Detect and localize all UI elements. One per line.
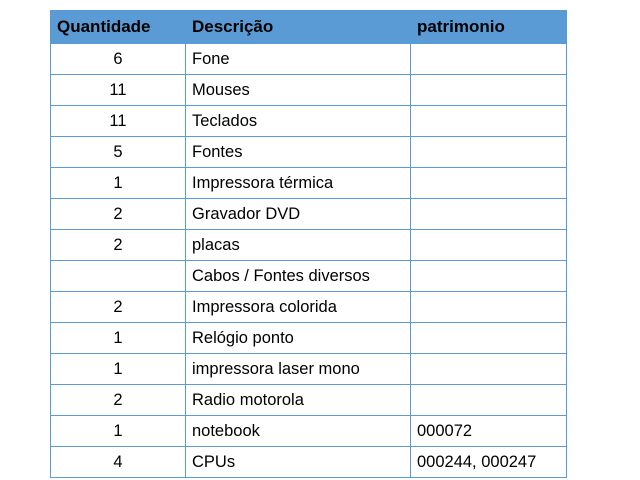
table-row — [51, 261, 567, 292]
table-row — [51, 292, 567, 323]
cell-quantity: 2 — [51, 199, 186, 230]
cell-patrimony — [411, 168, 567, 199]
cell-quantity — [51, 261, 186, 292]
cell-description: Mouses — [186, 75, 411, 106]
cell-description: Fontes — [186, 137, 411, 168]
cell-quantity: 11 — [51, 75, 186, 106]
inventory-table — [50, 10, 567, 478]
cell-patrimony — [411, 292, 567, 323]
column-header-patrimony: patrimonio — [411, 11, 567, 44]
cell-description: Teclados — [186, 106, 411, 137]
column-header-description: Descrição — [186, 11, 411, 44]
cell-quantity: 2 — [51, 230, 186, 261]
cell-quantity: 2 — [51, 385, 186, 416]
table-row — [51, 416, 567, 447]
table-row — [51, 106, 567, 137]
table-row — [51, 447, 567, 478]
cell-patrimony — [411, 75, 567, 106]
cell-quantity: 4 — [51, 447, 186, 478]
cell-patrimony — [411, 261, 567, 292]
cell-patrimony — [411, 385, 567, 416]
cell-quantity: 6 — [51, 44, 186, 75]
cell-quantity: 11 — [51, 106, 186, 137]
cell-quantity: 1 — [51, 323, 186, 354]
table-row — [51, 230, 567, 261]
cell-patrimony — [411, 354, 567, 385]
table-row — [51, 385, 567, 416]
cell-patrimony — [411, 230, 567, 261]
cell-quantity: 1 — [51, 168, 186, 199]
table-row — [51, 137, 567, 168]
table-row — [51, 44, 567, 75]
cell-description: Gravador DVD — [186, 199, 411, 230]
cell-description: impressora laser mono — [186, 354, 411, 385]
cell-description: Impressora térmica — [186, 168, 411, 199]
table-row — [51, 168, 567, 199]
cell-quantity: 1 — [51, 416, 186, 447]
table-row — [51, 75, 567, 106]
cell-description: placas — [186, 230, 411, 261]
cell-patrimony: 000244, 000247 — [411, 447, 567, 478]
cell-patrimony — [411, 199, 567, 230]
cell-patrimony — [411, 106, 567, 137]
cell-patrimony — [411, 44, 567, 75]
cell-quantity: 1 — [51, 354, 186, 385]
cell-description: Fone — [186, 44, 411, 75]
column-header-quantity: Quantidade — [51, 11, 186, 44]
cell-description: notebook — [186, 416, 411, 447]
table-row — [51, 199, 567, 230]
cell-quantity: 2 — [51, 292, 186, 323]
cell-description: Cabos / Fontes diversos — [186, 261, 411, 292]
cell-patrimony — [411, 323, 567, 354]
table-header-row — [51, 11, 567, 44]
cell-description: Impressora colorida — [186, 292, 411, 323]
cell-description: CPUs — [186, 447, 411, 478]
table-row — [51, 323, 567, 354]
cell-patrimony — [411, 137, 567, 168]
table-body — [51, 44, 567, 478]
table-row — [51, 354, 567, 385]
cell-description: Relógio ponto — [186, 323, 411, 354]
cell-quantity: 5 — [51, 137, 186, 168]
cell-patrimony: 000072 — [411, 416, 567, 447]
cell-description: Radio motorola — [186, 385, 411, 416]
table-header — [51, 11, 567, 44]
